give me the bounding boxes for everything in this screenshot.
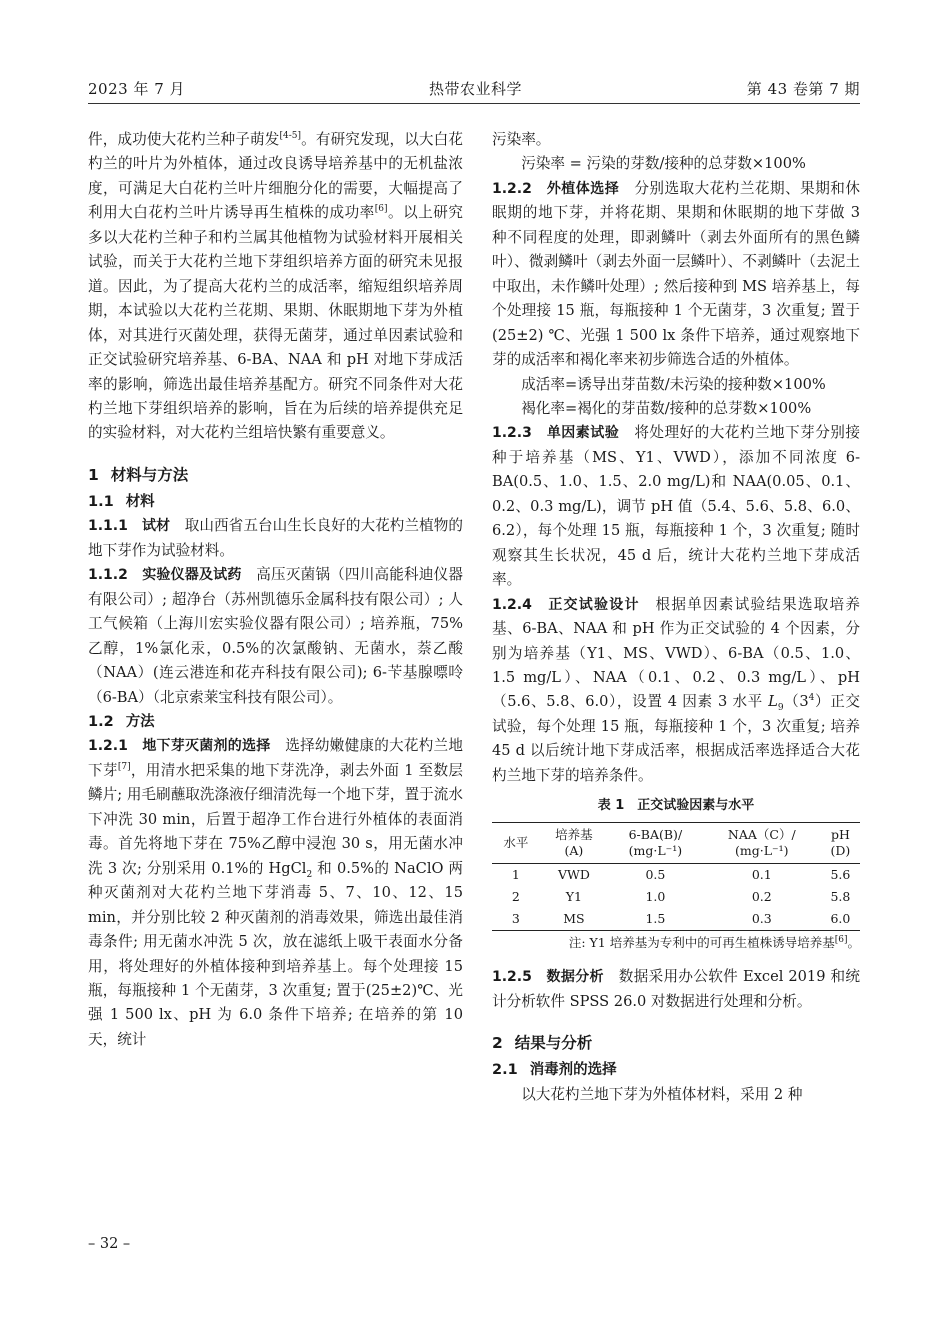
intro-paragraph: 件，成功使大花杓兰种子萌发[4-5]。有研究发现，以大白花杓兰的叶片为外植体，通过改良诱导培养基中的无机盐浓度，可满足大白花杓兰叶片细胞分化的需要，大幅提高了利用大白花杓兰叶片诱导再生植株的成功率[6]。以上研究多以大花杓兰种子和杓兰属其他植物为试验材料开展相关试验，而关于大花杓兰地下芽组织培养方面的研究未见报道。因此，为了提高大花杓兰的成活率，缩短组织培养周期，本试验以大花杓兰花期、果期、休眠期地下芽为外植体，对其进行灭菌处理，获得无菌芽，通过单因素试验和正交试验研究培养基、6-BA、NAA 和 pH 对地下芽成活率的影响，筛选出最佳培养基配方。研究不同条件对大花杓兰地下芽组织培养的影响，旨在为后续的培养提供充足的实验材料，对大花杓兰组培快繁有重要意义。 [88, 131, 463, 442]
table-row [492, 908, 860, 931]
table-header-cell: NAA（C）/ (mg·L⁻¹) [727, 827, 796, 859]
table-cell: 0.2 [751, 889, 772, 905]
table-row [492, 886, 860, 908]
section-2-heading: 2 结果与分析 [492, 1034, 593, 1053]
header-divider [88, 103, 860, 104]
page-number: – 32 – [88, 1236, 131, 1252]
table-title: 表 1 正交试验因素与水平 [597, 798, 755, 814]
left-column [88, 128, 463, 1052]
table-header-cell: 水平 [503, 835, 529, 851]
header-journal: 热带农业科学 [429, 80, 523, 98]
table-header-cell: pH (D) [830, 827, 851, 859]
table-cell: 0.1 [751, 867, 772, 883]
table-header-row [492, 823, 860, 864]
section-1-2-heading: 1.2 方法 [88, 713, 155, 730]
section-2-1-text: 以大花杓兰地下芽为外植体材料，采用 2 种 [521, 1085, 803, 1103]
section-1-1-1: 1.1.1 试材 取山西省五台山生长良好的大花杓兰植物的地下芽作为试验材料。 [88, 517, 463, 559]
table-cell: 0.3 [751, 911, 772, 927]
table-cell: 1.0 [645, 889, 666, 905]
table-body [492, 864, 860, 931]
table-cell: 5.8 [830, 889, 851, 905]
formula-browning-rate: 褐化率=褐化的芽苗数/接种的总芽数×100% [521, 399, 812, 417]
section-1-2-3: 1.2.3 单因素试验 将处理好的大花杓兰地下芽分别接种于培养基（MS、Y1、VWD），添加不同浓度 6-BA(0.5、1.0、1.5、2.0 mg/L)和 NAA(0.05、0.1、0.2、0.3 mg/L)，调节 pH 值（5.4、5.6、5.8、6.0、6.2），每个处理 15 瓶，每瓶接种 1 个，3 次重复; 随时观察其生长状况，45 d 后，统计大花杓兰地下芽成活率。 [492, 424, 860, 589]
header-date: 2023 年 7 月 [88, 80, 186, 98]
section-1-1-heading: 1.1 材料 [88, 493, 155, 510]
table-cell: 2 [511, 889, 520, 905]
table-cell: Y1 [565, 889, 582, 905]
table-cell: 3 [511, 911, 520, 927]
section-1-1-2: 1.1.2 实验仪器及试药 高压灭菌锅（四川高能科迪仪器有限公司）; 超净台（苏州凯德乐金属科技有限公司）; 人工气候箱（上海川宏实验仪器有限公司）; 培养瓶，75%乙醇，1%氯化汞，0.5%的次氯酸钠、无菌水，萘乙酸（NAA）(连云港连和花卉科技有限公司); 6-苄基腺嘌呤（6-BA）（北京索莱宝科技有限公司）。 [88, 566, 463, 706]
table-cell: VWD [557, 867, 590, 883]
section-1-2-5: 1.2.5 数据分析 数据采用办公软件 Excel 2019 和统计分析软件 SPSS 26.0 对数据进行处理和分析。 [492, 968, 860, 1010]
table-cell: MS [563, 911, 585, 927]
section-1-2-4: 1.2.4 正交试验设计 根据单因素试验结果选取培养基、6-BA、NAA 和 pH 作为正交试验的 4 个因素，分别为培养基（Y1、MS、VWD）、6-BA（0.5、1.0、1.5 mg/L）、NAA（0.1、0.2、0.3 mg/L）、pH（5.6、5.8、6.0），设置 4 因素 3 水平 $L_9(3^4)$正交试验，每个处理 15 瓶，每瓶接种 1 个，3 次重复; 培养 45 d 以后统计地下芽成活率，根据成活率选择适合大花杓兰地下芽的培养条件。 [492, 595, 860, 784]
table-note: 注: Y1 培养基为专利中的可再生植株诱导培养基[6]。 [568, 935, 860, 951]
table-cell: 6.0 [830, 911, 851, 927]
section-1-2-2: 1.2.2 外植体选择 分别选取大花杓兰花期、果期和休眠期的地下芽，并将花期、果期和休眠期的地下芽做 3 种不同程度的处理，即剥鳞叶（剥去外面所有的黑色鳞叶）、微剥鳞叶（剥去外面一层鳞叶）、不剥鳞叶（去泥土中取出，未作鳞叶处理）; 然后接种到 MS 培养基上，每个处理接 15 瓶，每瓶接种 1 个无菌芽，3 次重复; 置于(25±2) ℃、光强 1 500 lx 条件下培养，通过观察地下芽的成活率和褐化率来初步筛选合适的外植体。 [492, 179, 860, 369]
table-header-cell: 6-BA(B)/ (mg·L⁻¹) [628, 827, 683, 859]
header-issue: 第 43 卷第 7 期 [746, 80, 860, 98]
section-1-heading: 1 材料与方法 [88, 465, 189, 484]
table-cell: 0.5 [645, 867, 666, 883]
table-row [492, 864, 860, 887]
formula-survival-rate: 成活率=诱导出芽苗数/未污染的接种数×100% [521, 375, 826, 393]
orthogonal-factor-table [492, 822, 860, 931]
table-cell: 1.5 [645, 911, 666, 927]
continued-text: 污染率。 [492, 131, 551, 148]
table-cell: 1 [511, 867, 520, 883]
section-1-2-1: 1.2.1 地下芽灭菌剂的选择 选择幼嫩健康的大花杓兰地下芽[7]，用清水把采集的地下芽洗净，剥去外面 1 至数层鳞片; 用毛刷蘸取洗涤液仔细清洗每一个地下芽，置于流水下冲洗 30 min，后置于超净工作台进行外植体的表面消毒。首先将地下芽在 75%乙醇中浸泡 30 s，用无菌水冲洗 3 次; 分别采用 0.1%的 HgCl$_2$ 和 0.5%的 NaClO 两种灭菌剂对大花杓兰地下芽消毒 5、7、10、12、15 min，并分别比较 2 种灭菌剂的消毒效果，筛选出最佳消毒条件; 用无菌水冲洗 5 次，放在滤纸上吸干表面水分备用，将处理好的外植体接种到培养基上。每个处理接 15 瓶，每瓶接种 1 个无菌芽，3 次重复; 置于(25±2)℃、光强 1 500 lx、pH 为 6.0 条件下培养; 在培养的第 10 天，统计 [88, 737, 463, 1048]
formula-pollution-rate: 污染率 = 污染的芽数/接种的总芽数×100% [521, 155, 806, 173]
table-cell: 5.6 [830, 867, 851, 883]
section-2-1-heading: 2.1 消毒剂的选择 [492, 1062, 617, 1079]
table-header-cell: 培养基 (A) [555, 827, 593, 859]
right-column [492, 128, 860, 1107]
